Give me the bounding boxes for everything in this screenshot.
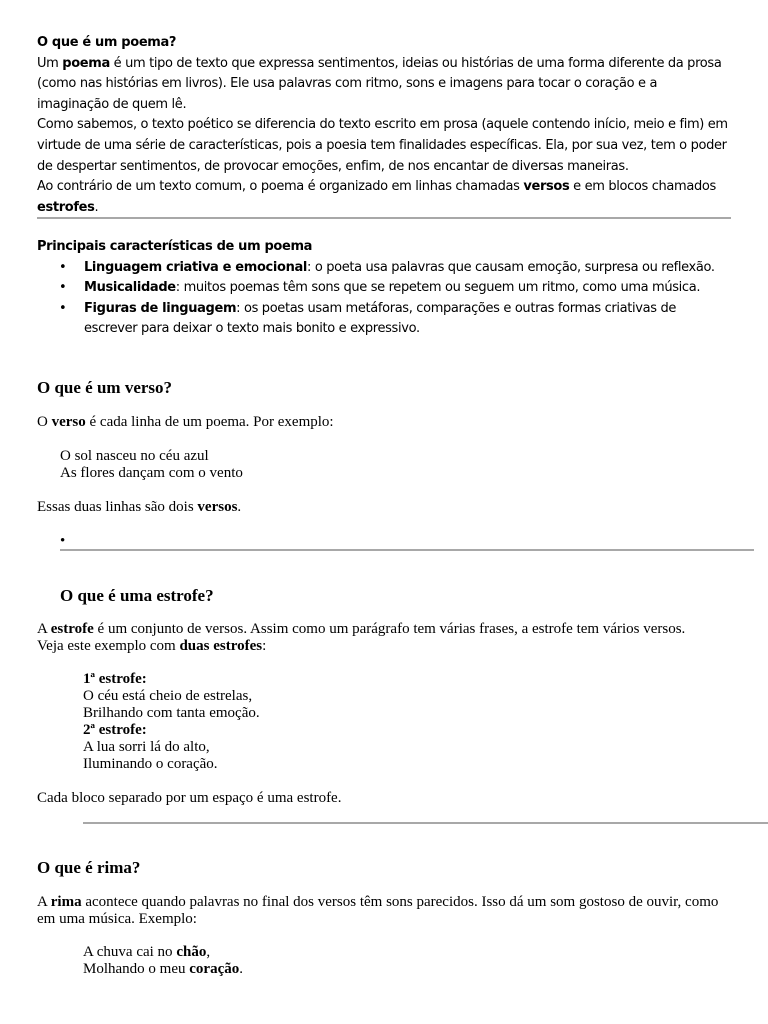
list-item: • Figuras de linguagem: os poetas usam metáforas, comparações e outras formas criativas de escrever para deixar o texto mais bonito e expressivo. [37, 299, 731, 340]
verso-intro: O verso é cada linha de um poema. Por exemplo: [37, 414, 334, 430]
rima-example [83, 944, 243, 978]
poema-paragraph-3: Ao contrário de um texto comum, o poema é organizado em linhas chamadas versos e em blocos chamados estrofes. [37, 179, 716, 215]
estrofe-2-label: 2ª estrofe: [83, 722, 147, 738]
list-item: • Musicalidade: muitos poemas têm sons que se repetem ou seguem um ritmo, como uma música. [37, 278, 731, 299]
verso-example [60, 448, 243, 482]
rima-intro: A rima acontece quando palavras no final dos versos têm sons parecidos. Isso dá um som gostoso de ouvir, como em uma música. Exemplo: [37, 894, 719, 927]
poema-title: O que é um poema? [37, 35, 177, 50]
divider-1 [37, 217, 731, 219]
estrofe-title: O que é uma estrofe? [60, 586, 214, 605]
term-poema: poema [62, 55, 110, 71]
verso-line: Brilhando com tanta emoção. [83, 705, 260, 721]
verso-outro: Essas duas linhas são dois versos. [37, 499, 242, 515]
estrofe-example [83, 671, 260, 773]
verso-line: O céu está cheio de estrelas, [83, 688, 253, 704]
caracteristicas-list [37, 258, 731, 340]
estrofe-1-label: 1ª estrofe: [83, 671, 147, 687]
verso-line: A lua sorri lá do alto, [83, 739, 210, 755]
verso-line: As flores dançam com o vento [60, 465, 243, 481]
verso-line: A chuva cai no chão, [83, 944, 211, 960]
caracteristicas-section [37, 237, 731, 340]
verso-line: Molhando o meu coração. [83, 961, 243, 977]
term-versos: versos [523, 179, 570, 195]
bullet-empty: • [60, 533, 66, 549]
poema-paragraph-2: Como sabemos, o texto poético se diferencia do texto escrito em prosa (aquele contendo início, meio e fim) em virtude de uma série de características, pois a poesia tem finalidades específicas. Ela, por sua vez, tem o poder de despertar sentimentos, de provocar emoções, enfim, de nos encantar de diversas maneiras. [37, 117, 728, 174]
divider-2 [60, 549, 754, 551]
rima-title: O que é rima? [37, 858, 141, 877]
poema-paragraph-1: Um poema é um tipo de texto que expressa sentimentos, ideias ou histórias de uma forma diferente da prosa (como nas histórias em livros). Ele usa palavras com ritmo, sons e imagens para tocar o coração e a imaginação de quem lê. [37, 55, 722, 112]
term-estrofes: estrofes [37, 199, 95, 215]
caracteristicas-title: Principais características de um poema [37, 239, 313, 254]
estrofe-intro: A estrofe é um conjunto de versos. Assim como um parágrafo tem várias frases, a estrofe tem vários versos. Veja este exemplo com duas estrofes: [37, 621, 686, 654]
verso-title: O que é um verso? [37, 378, 173, 397]
divider-3 [83, 822, 768, 824]
verso-line: Iluminando o coração. [83, 756, 218, 772]
verso-line: O sol nasceu no céu azul [60, 448, 209, 464]
estrofe-outro: Cada bloco separado por um espaço é uma estrofe. [37, 790, 342, 806]
list-item: • Linguagem criativa e emocional: o poeta usa palavras que causam emoção, surpresa ou reflexão. [37, 258, 731, 279]
poema-section [37, 33, 731, 218]
